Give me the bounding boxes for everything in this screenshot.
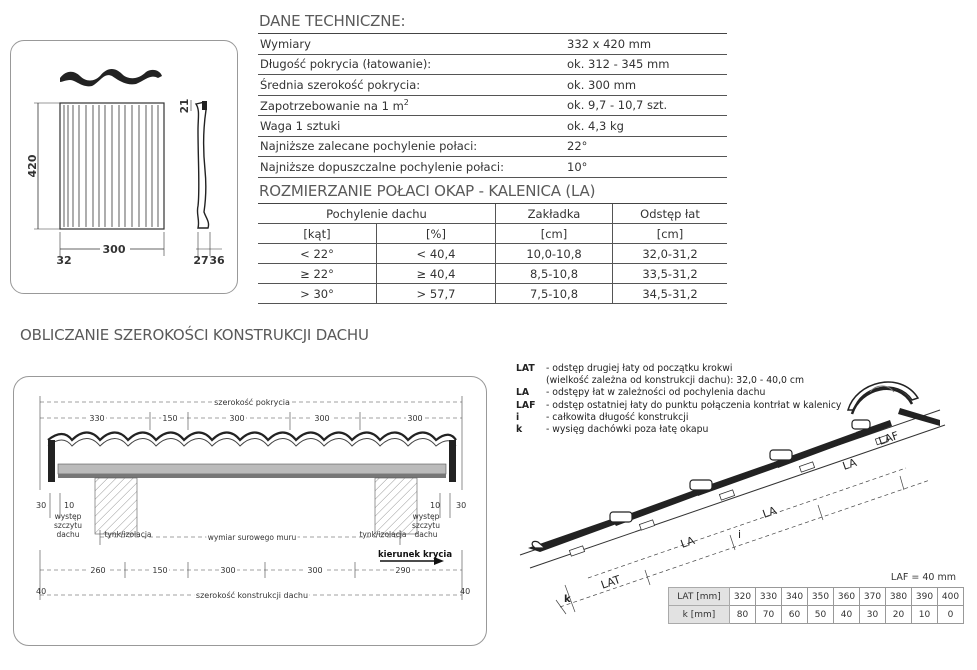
legend-key: k (516, 424, 523, 436)
table-cell: ≥ 40,4 (377, 264, 496, 284)
table-cell: 33,5-31,2 (613, 264, 728, 284)
table-cell: < 22° (258, 244, 377, 264)
table-cell: 80 (730, 606, 756, 624)
roof-label-k: k (564, 594, 571, 605)
spacing-unit-angle: [kąt] (258, 224, 377, 244)
table-cell: 400 (938, 588, 964, 606)
roof-label-la-2: LA (760, 504, 779, 521)
left-40-label: 40 (36, 587, 47, 596)
gable-right-2: szczytu (411, 521, 441, 530)
gable-left-1: występ (54, 512, 82, 521)
direction-label: kierunek krycia (378, 550, 453, 560)
roof-label-la-3: LA (840, 456, 859, 473)
table-cell: 390 (912, 588, 938, 606)
spacing-header-slope: Pochylenie dachu (258, 204, 496, 224)
table-cell: 7,5-10,8 (496, 284, 613, 304)
top-dim-330: 330 (89, 414, 105, 423)
legend-key: i (516, 411, 520, 423)
gable-left-2: szczytu (53, 521, 83, 530)
tech-label-sup: 2 (403, 97, 409, 107)
tech-label-text: Wymiary (260, 36, 311, 51)
table-cell: 50 (808, 606, 834, 624)
tech-value: ok. 312 - 345 mm (565, 54, 727, 75)
roof-label-i: i (738, 528, 742, 541)
right-10-label: 10 (430, 501, 441, 510)
table-row (669, 588, 964, 606)
gable-right-1: występ (412, 512, 440, 521)
top-dim-300b: 300 (314, 414, 330, 423)
table-cell: 380 (886, 588, 912, 606)
k-header: k [mm] (669, 606, 730, 624)
dim-bottom-b-label: 36 (209, 254, 225, 267)
top-dim-150: 150 (162, 414, 178, 423)
tech-label-text: Średnia szerokość pokrycia: (260, 77, 421, 92)
tech-data-title: DANE TECHNICZNE: (259, 12, 406, 30)
table-cell: 32,0-31,2 (613, 244, 728, 264)
left-10-label: 10 (64, 501, 75, 510)
table-cell: 30 (860, 606, 886, 624)
tech-label-text: Waga 1 sztuki (260, 118, 341, 133)
lat-k-table (668, 587, 964, 624)
table-cell: > 57,7 (377, 284, 496, 304)
table-cell: 320 (730, 588, 756, 606)
table-cell: 20 (886, 606, 912, 624)
tech-value: 10° (565, 157, 727, 178)
top-dim-300a: 300 (229, 414, 245, 423)
spacing-unit-overlap-cm: [cm] (496, 224, 613, 244)
table-cell: ≥ 22° (258, 264, 377, 284)
table-cell: 60 (782, 606, 808, 624)
tech-label-text: Najniższe zalecane pochylenie połaci: (260, 139, 478, 154)
legend-desc: - całkowita długość konstrukcji (546, 411, 689, 423)
legend-desc: - odstęp ostatniej łaty do punktu połączenia kontrłat w kalenicy (546, 399, 842, 411)
dim-width-label: 300 (102, 243, 126, 256)
bottom-dim-290: 290 (395, 566, 411, 575)
tech-value: 332 x 420 mm (565, 34, 727, 55)
right-30-label: 30 (456, 501, 467, 510)
spacing-unit-spacing-cm: [cm] (613, 224, 728, 244)
bottom-dim-260: 260 (90, 566, 106, 575)
table-cell: 0 (938, 606, 964, 624)
table-cell: 8,5-10,8 (496, 264, 613, 284)
legend-desc: - odstępy łat w zależności od pochylenia dachu (546, 387, 766, 399)
gable-left-3: dachu (56, 530, 80, 539)
spacing-table-title: ROZMIERZANIE POŁACI OKAP - KALENICA (LA) (259, 182, 596, 200)
plaster-right-label: tynk/izolacja (359, 530, 407, 539)
bottom-dim-150: 150 (152, 566, 168, 575)
table-cell: 330 (756, 588, 782, 606)
construction-width-label: szerokość konstrukcji dachu (195, 591, 309, 600)
laf-note: LAF = 40 mm (890, 572, 956, 583)
tech-value: ok. 300 mm (565, 75, 727, 96)
tech-label-text: Długość pokrycia (łatowanie): (260, 57, 432, 72)
legend-desc: - wysięg dachówki poza łatę okapu (546, 424, 709, 436)
legend-desc: - odstęp drugiej łaty od początku krokwi (546, 363, 733, 374)
top-dim-300c: 300 (407, 414, 423, 423)
table-cell: 360 (834, 588, 860, 606)
table-cell: 10,0-10,8 (496, 244, 613, 264)
roof-label-laf: LAF (876, 428, 901, 448)
table-cell: 340 (782, 588, 808, 606)
tech-value: ok. 9,7 - 10,7 szt. (565, 95, 727, 116)
legend-desc: (wielkość zależna od konstrukcji dachu): 32,0 - 40,0 cm (546, 375, 805, 387)
left-30-label: 30 (36, 501, 47, 510)
width-section-title: OBLICZANIE SZEROKOŚCI KONSTRUKCJI DACHU (20, 326, 369, 344)
bottom-dim-300a: 300 (220, 566, 236, 575)
spacing-unit-percent: [%] (377, 224, 496, 244)
dim-left-label: 32 (56, 254, 72, 267)
table-cell: 370 (860, 588, 886, 606)
dim-top-label: 21 (179, 98, 191, 114)
tech-label-text: Zapotrzebowanie na 1 m (260, 98, 404, 113)
dim-height-label: 420 (26, 154, 39, 178)
gable-right-3: dachu (414, 530, 438, 539)
bottom-dim-300b: 300 (307, 566, 323, 575)
legend-key: LAT (516, 363, 535, 374)
right-40-label: 40 (460, 587, 471, 596)
spacing-header-overlap: Zakładka (496, 204, 613, 224)
legend-key: LAF (516, 399, 536, 411)
table-cell: 40 (834, 606, 860, 624)
plaster-left-label: tynk/izolacja (104, 530, 152, 539)
table-cell: > 30° (258, 284, 377, 304)
tech-value: 22° (565, 136, 727, 157)
roof-label-lat: LAT (599, 573, 623, 592)
table-cell: 70 (756, 606, 782, 624)
table-cell: < 40,4 (377, 244, 496, 264)
lat-header: LAT [mm] (669, 588, 730, 606)
roof-label-la-1: LA (678, 534, 697, 551)
legend-key: LA (516, 387, 530, 399)
table-row (669, 606, 964, 624)
dim-bottom-a-label: 27 (193, 254, 209, 267)
table-cell: 10 (912, 606, 938, 624)
table-cell: 350 (808, 588, 834, 606)
tech-value: ok. 4,3 kg (565, 116, 727, 137)
spacing-header-spacing: Odstęp łat (613, 204, 728, 224)
cover-width-label: szerokość pokrycia (214, 398, 290, 407)
raw-wall-label: wymiar surowego muru (207, 533, 297, 542)
tech-label-text: Najniższe dopuszczalne pochylenie połaci: (260, 159, 504, 174)
table-cell: 34,5-31,2 (613, 284, 728, 304)
